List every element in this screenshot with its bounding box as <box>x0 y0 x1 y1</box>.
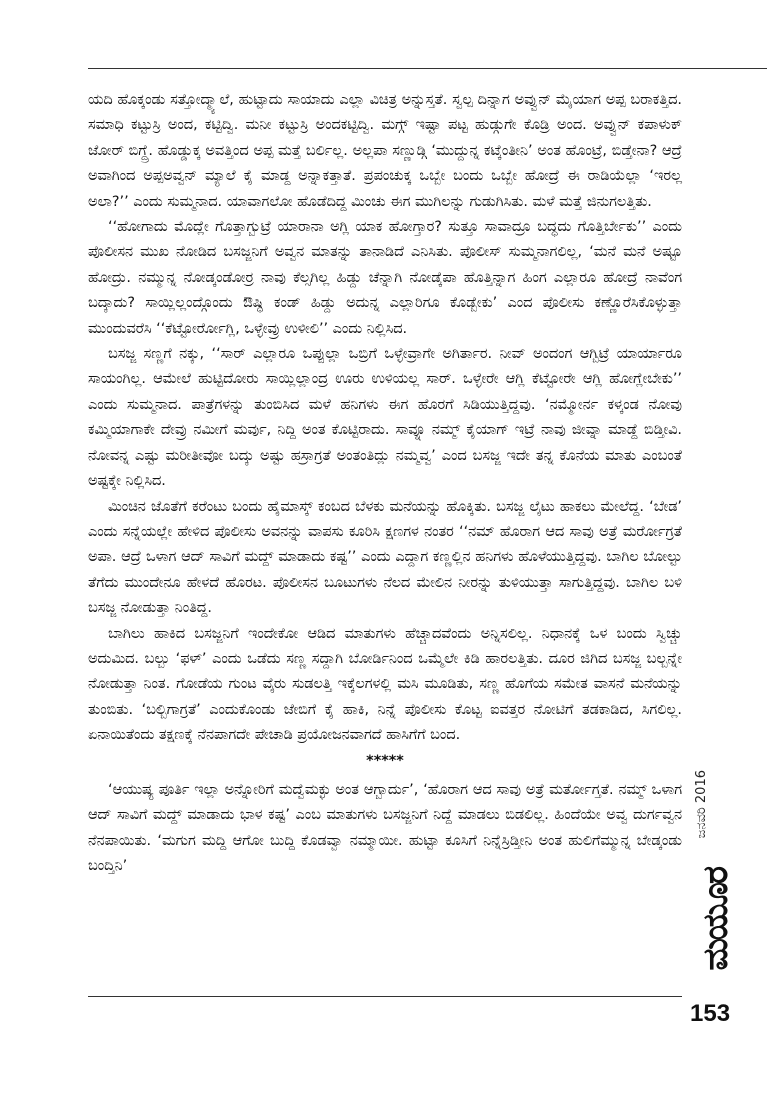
magazine-logo: ಮಯೂರ <box>696 868 736 971</box>
article-paragraph-2: ‘‘ಹೋಗಾದು ಮೊದ್ಲೇ ಗೊತ್ತಾಗ್ಬುಟ್ರೆ ಯಾರಾನಾ ಅಗ್ಲಿ ಯಾಕ ಹೋಗ್ತಾರ? ಸುತ್ತೂ ಸಾವಾದ್ರೂ ಬದ್ಧದು ಗೊತ್ತಿರ್ಬೇಕು’’ ಎಂದು ಪೊಲೀಸನ ಮುಖ ನೋಡಿದ ಬಸಜ್ಜನಿಗೆ ಅವ್ವನ ಮಾತನ್ನು ತಾನಾಡಿದೆ ಎನಿಸಿತು. ಪೊಲೀಸ್ ಸುಮ್ಮನಾಗಲಿಲ್ಲ, ‘ಮನೆ ಮನೆ ಅಷ್ಟೂ ಹೋದ್ರು. ನಮ್ಮುನ್ನ ನೋಡ್ಕಂಡೋರ್ರ ನಾವು ಕೆಲ್ಸಗಿಲ್ಲ ಹಿಡ್ದು ಚೆನ್ನಾಗಿ ನೋಡ್ಕೆಪಾ ಹೊತ್ತಿನ್ನಾಗ ಹಿಂಗ ಎಲ್ಲಾರೂ ಹೋದ್ರೆ ನಾವೆಂಗ ಬದ್ಕಾದು? ಸಾಯ್ಲಿಲ್ಲಂದ್ಗೊಂದು ಔಷ್ಧಿ ಕಂಡ್ ಹಿಡ್ದು ಅದುನ್ನ ಎಲ್ಲಾರಿಗೂ ಕೊಡ್ಬೇಕು’ ಎಂದ ಪೊಲೀಸು ಕಣ್ಣೊರೆಸಿಕೊಳ್ಳುತ್ತಾ ಮುಂದುವರೆಸಿ ‘‘ಕೆಟ್ಟೋರ್ರೋಗ್ಲಿ, ಒಳ್ಳೇವ್ರು ಉಳೀಲಿ’’ ಎಂದು ನಿಲ್ಲಿಸಿದ. <box>88 219 682 337</box>
article-paragraph-4: ಮಿಂಚಿನ ಜೊತೆಗೆ ಕರೆಂಟು ಬಂದು ಹೈಮಾಸ್ಕ್ ಕಂಬದ ಬೆಳಕು ಮನೆಯನ್ನು ಹೊಕ್ಕಿತು. ಬಸಜ್ಜ ಲೈಟು ಹಾಕಲು ಮೇಲೆದ್ದ. ‘ಬೇಡ’ ಎಂದು ಸನ್ನೆಯಲ್ಲೇ ಹೇಳಿದ ಪೊಲೀಸು ಅವನನ್ನು ವಾಪಸು ಕೂರಿಸಿ ಕ್ಷಣಗಳ ನಂತರ ‘‘ನಮ್ ಹೊರಾಗ ಆದ ಸಾವು ಅತ್ರೆ ಮರ್ರೋಗ್ರತೆ ಅಪಾ. ಆದ್ರೆ ಒಳಾಗ ಆದ್ ಸಾವಿಗೆ ಮದ್ದ್ ಮಾಡಾದು ಕಷ್ಟ’’ ಎಂದು ಎದ್ದಾಗ ಕಣ್ಣಲ್ಲಿನ ಹನಿಗಳು ಹೊಳೆಯುತ್ತಿದ್ದವು. ಬಾಗಿಲ ಬೋಲ್ಟು ತೆಗೆದು ಮುಂದೇನೂ ಹೇಳದೆ ಹೊರಟ. ಪೊಲೀಸನ ಬೂಟುಗಳು ನೆಲದ ಮೇಲಿನ ನೀರನ್ನು ತುಳಿಯುತ್ತಾ ಸಾಗುತ್ತಿದ್ದವು. ಬಾಗಿಲ ಬಳಿ ಬಸಜ್ಜ ನೋಡುತ್ತಾ ನಿಂತಿದ್ದ. <box>88 498 682 617</box>
article-body <box>88 88 682 880</box>
section-separator: ***** <box>366 752 404 769</box>
article-paragraph-1: ಯದಿ ಹೊಕ್ಕಂಡು ಸತ್ತೋದ್ಮ್ಯಾಲೆ, ಹುಟ್ಟಾದು ಸಾಯಾದು ಎಲ್ಲಾ ವಿಚಿತ್ರ ಅನ್ನುಸ್ತತೆ. ಸ್ವಲ್ಪ ದಿನ್ನಾಗ ಅವ್ವುನ್ ಮೈಯಾಗ ಅಪ್ಪ ಬರಾಕತ್ತಿದ. ಸಮಾಧಿ ಕಟ್ಟುಸ್ರಿ ಅಂದ, ಕಟ್ಟಿದ್ವಿ. ಮನೀ ಕಟ್ಟುಸ್ರಿ ಅಂದಕಟ್ಟಿದ್ವಿ. ಮಗ್ಗ್ ಇಷ್ಟಾ ಪಟ್ಟ ಹುಡ್ಗುಗೇ ಕೊಡ್ರಿ ಅಂದ. ಅವ್ವುನ್ ಕಪಾಳುಕ್ ಜೋರ್ ಬಿಗ್ದ್ರೆ. ಹೊಡ್ಡುಕ್ಕ ಅವತ್ತಿಂದ ಅಪ್ಪ ಮತ್ತೆ ಬರ್ಲಿಲ್ಲ. ಅಲ್ಲಪಾ ಸಣ್ಣುಡ್ಗಿ ‘ಮುದ್ದುನ್ನ ಕಟ್ಕೆಂತೀನಿ’ ಅಂತ ಹೊಂಟ್ರೆ, ಬಿಡ್ತೇನಾ? ಆದ್ರೆ ಅವಾಗಿಂದ ಅಪ್ಪಅವ್ವನ್ ಮ್ಯಾಲೆ ಕೈ ಮಾಡ್ದ ಅನ್ನಾಕತ್ತಾತೆ. ಪ್ರಪಂಚುಕ್ಕ ಒಬ್ಬೇ ಬಂದು ಒಬ್ಬೇ ಹೋದ್ರೆ ಈ ರಾಡಿಯೆಲ್ಲಾ ‘ಇರಲ್ಲ ಅಲಾ?’’ ಎಂದು ಸುಮ್ಮನಾದ. ಯಾವಾಗಲೋ ಹೊಡೆದಿದ್ದ ಮಿಂಚು ಈಗ ಮುಗಿಲನ್ನು ಗುಡುಗಿಸಿತು. ಮಳೆ ಮತ್ತೆ ಜಿನುಗಲತ್ತಿತು. <box>88 92 682 210</box>
bottom-rule <box>88 996 682 997</box>
article-paragraph-3: ಬಸಜ್ಜ ಸಣ್ಣಗೆ ನಕ್ಕು, ‘‘ಸಾರ್ ಎಲ್ಲಾರೂ ಒಪ್ಪುಲ್ಲಾ ಒಬ್ರಿಗೆ ಒಳ್ಳೇವ್ರಾಗೇ ಅಗಿರ್ತಾರ. ನೀವ್ ಅಂದಂಗ ಆಗ್ಬಿಟ್ರೆ ಯಾರ್ಯಾರೂ ಸಾಯಂಗಿಲ್ಲ. ಆಮೇಲೆ ಹುಟ್ಟಿದೋರು ಸಾಯ್ಲಿಲ್ಲಾಂದ್ರ ಊರು ಉಳಿಯಲ್ಲ ಸಾರ್. ಒಳ್ಳೇರೇ ಆಗ್ಲಿ ಕೆಟ್ಟೋರೇ ಆಗ್ಲಿ ಹೋಗ್ಲೇಬೇಕು’’ ಎಂದು ಸುಮ್ಮನಾದ. ಪಾತ್ರೆಗಳನ್ನು ತುಂಬಿಸಿದ ಮಳೆ ಹನಿಗಳು ಈಗ ಹೊರಗೆ ಸಿಡಿಯುತ್ತಿದ್ದವು. ‘ನಮ್ಮೋರ್ನ ಕಳ್ಕಂಡ ನೋವು ಕಮ್ಮಿಯಾಗಾಕೇ ದೇವ್ರು ನಮೀಗೆ ಮರ್ವು, ನಿದ್ದಿ ಅಂತ ಕೊಟ್ಟಿರಾದು. ಸಾವ್ನೂ ನಮ್ಮ್ ಕೈಯಾಗ್ ಇಟ್ರೆ ನಾವು ಜೀವ್ನಾ ಮಾಡ್ದೆ ಬಿಡ್ತೀವಿ. ನೋವನ್ನ ಎಷ್ಟು ಮರೀತೀವೋ ಬದ್ಕು ಅಷ್ಟು ಹಸ್ರಾಗ್ರತೆ ಅಂತಂತಿದ್ಲು ನಮ್ಮವ್ವ’ ಎಂದ ಬಸಜ್ಜ ಇದೇ ತನ್ನ ಕೊನೆಯ ಮಾತು ಎಂಬಂತೆ ಅಷ್ಟಕ್ಕೇ ನಿಲ್ಲಿಸಿದ. <box>88 346 682 490</box>
article-paragraph-6: ‘ಆಯುಷ್ಯ ಪೂರ್ತಿ ಇಲ್ಲಾ ಅನ್ನೋರಿಗೆ ಮದ್ವೆಮಕ್ಳು ಅಂತ ಆಗ್ಬಾರ್ದು’, ‘ಹೊರಾಗ ಆದ ಸಾವು ಅತ್ರೆ ಮರ್ತೋಗ್ತತೆ. ನಮ್ಮ್ ಒಳಾಗ ಆದ್ ಸಾವಿಗೆ ಮದ್ದ್ ಮಾಡಾದು ಭಾಳ ಕಷ್ಟ’ ಎಂಬ ಮಾತುಗಳು ಬಸಜ್ಜನಿಗೆ ನಿದ್ದೆ ಮಾಡಲು ಬಿಡಲಿಲ್ಲ. ಹಿಂದೆಯೇ ಅವ್ವ ದುರ್ಗವ್ವನ ನೆನಪಾಯಿತು. ‘ಮಗುಗ ಮದ್ದಿ ಆಗೋ ಬುದ್ದಿ ಕೊಡವ್ವಾ ನಮ್ಮಾಯೀ. ಹುಟ್ಟಾ ಕೂಸಿಗೆ ನಿನ್ನೆಸ್ರಿಡ್ತೀನಿ ಅಂತ ಹುಲಿಗೆಮ್ಮುನ್ನ ಬೇಡ್ಕಂಡು ಬಂದ್ತಿನಿ’ <box>88 781 682 875</box>
issue-date: ಜನವರಿ 2016 <box>694 770 709 839</box>
top-rule <box>88 68 767 69</box>
page-number: 153 <box>690 1000 731 1027</box>
article-paragraph-5: ಬಾಗಿಲು ಹಾಕಿದ ಬಸಜ್ಜನಿಗೆ ಇಂದೇಕೋ ಆಡಿದ ಮಾತುಗಳು ಹೆಚ್ಚಾದವೆಂದು ಅನ್ನಿಸಲಿಲ್ಲ. ನಿಧಾನಕ್ಕೆ ಒಳ ಬಂದು ಸ್ವಿಚ್ಚು ಅದುಮಿದ. ಬಲ್ಬು ‘ಫಳ್’ ಎಂದು ಒಡೆದು ಸಣ್ಣ ಸದ್ದಾಗಿ ಬೋರ್ಡಿನಿಂದ ಒಮ್ಮೆಲೇ ಕಿಡಿ ಹಾರಲತ್ತಿತು. ದೂರ ಜಿಗಿದ ಬಸಜ್ಜ ಬಲ್ಬನ್ನೇ ನೋಡುತ್ತಾ ನಿಂತ. ಗೋಡೆಯ ಗುಂಟ ವೈರು ಸುಡಲತ್ತಿ ಇಕ್ಕೆಲಗಳಲ್ಲಿ ಮಸಿ ಮೂಡಿತು, ಸಣ್ಣ ಹೊಗೆಯ ಸಮೇತ ವಾಸನೆ ಮನೆಯನ್ನು ತುಂಬಿತು. ‘ಬಲ್ಬಿಗಾಗ್ರತೆ’ ಎಂದುಕೊಂಡು ಜೇಬಿಗೆ ಕೈ ಹಾಕಿ, ನಿನ್ನೆ ಪೊಲೀಸು ಕೊಟ್ಟ ಐವತ್ತರ ನೋಟಿಗೆ ತಡಕಾಡಿದ, ಸಿಗಲಿಲ್ಲ. ಏನಾಯಿತೆಂದು ತಕ್ಷಣಕ್ಕೆ ನೆನಪಾಗದೇ ಪೇಚಾಡಿ ಪ್ರಯೋಜನವಾಗದೆ ಹಾಸಿಗೆಗೆ ಬಂದ. <box>88 625 682 744</box>
